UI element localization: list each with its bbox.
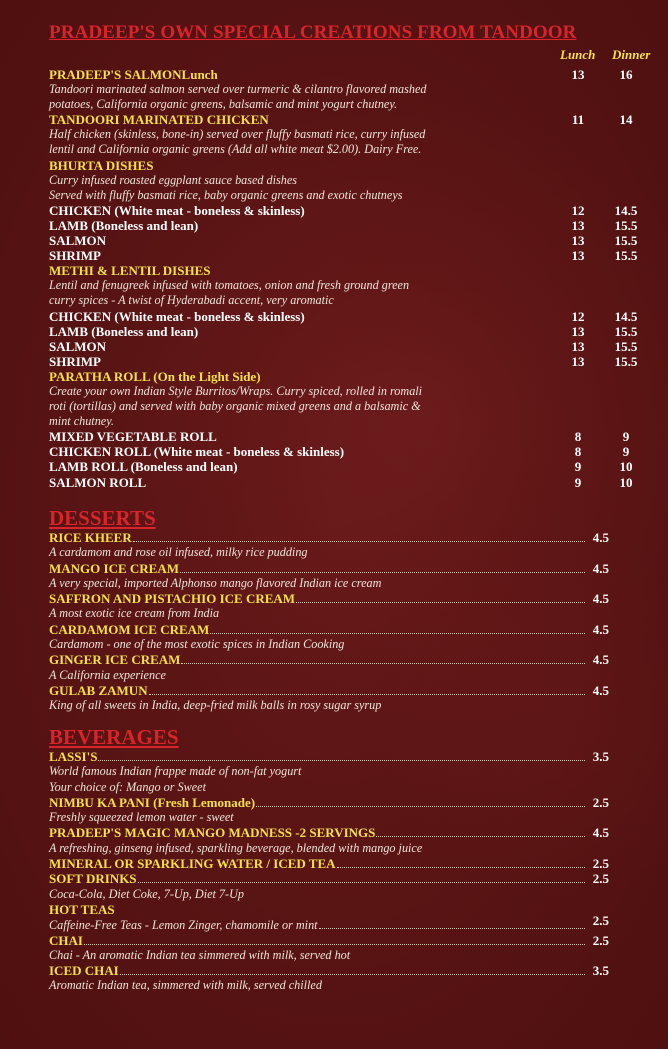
tandoor-section-title: PRADEEP'S OWN SPECIAL CREATIONS FROM TANDOOR (49, 22, 577, 43)
beverages-section-title: BEVERAGES (49, 725, 179, 749)
description-line (49, 978, 609, 993)
item-description: A refreshing, ginseng infused, sparkling beverage, blended with mango juice (49, 840, 423, 855)
item-description: Half chicken (skinless, bone-in) served over fluffy basmati rice, curry infused (49, 127, 426, 142)
item-leader-row (49, 683, 609, 698)
description-line (49, 841, 609, 856)
item-name: SALMON (49, 338, 107, 354)
dinner-price: 9 (622, 444, 630, 460)
dotted-leader (210, 622, 585, 634)
dotted-leader (120, 963, 585, 975)
item-description: curry spices - A twist of Hyderabadi accent, very aromatic (49, 293, 334, 308)
item-leader-row (49, 871, 609, 886)
description-line (49, 810, 609, 825)
item-leader-row (49, 913, 609, 933)
menu-item (49, 933, 609, 948)
item-price: 2.5 (592, 856, 609, 872)
description-line (49, 293, 609, 308)
item-name: GINGER ICE CREAM (49, 652, 181, 668)
menu-item (49, 825, 609, 840)
item-description: Your choice of: Mango or Sweet (49, 779, 206, 794)
item-description: lentil and California organic greens (Add all white meat $2.00). Dairy Free. (49, 142, 422, 157)
menu-item (49, 459, 633, 475)
lunch-price: 12 (571, 308, 585, 324)
description-line (49, 887, 609, 902)
item-name: MINERAL OR SPARKLING WATER / ICED TEA (49, 856, 336, 872)
desserts-section-title: DESSERTS (49, 506, 156, 530)
item-price: 3.5 (592, 963, 609, 979)
menu-item (49, 856, 609, 871)
dotted-leader (138, 871, 585, 883)
item-description: roti (tortillas) and served with baby organic mixed greens and a balsamic & (49, 399, 421, 414)
menu-item (49, 429, 630, 445)
dinner-price: 15.5 (614, 353, 638, 369)
dotted-leader (133, 530, 585, 542)
item-name: CARDAMOM ICE CREAM (49, 621, 210, 637)
menu-item (49, 233, 638, 249)
item-leader-row (49, 795, 609, 810)
menu-item (49, 323, 638, 339)
lunch-price: 8 (574, 444, 582, 460)
item-leader-row (49, 856, 609, 871)
dotted-leader (376, 825, 585, 837)
item-description: Lentil and fenugreek infused with tomatoes, onion and fresh ground green (49, 278, 410, 293)
item-name: SOFT DRINKS (49, 871, 137, 887)
description-line (49, 399, 609, 414)
dinner-price: 15.5 (614, 217, 638, 233)
item-description: Cardamom - one of the most exotic spices in Indian Cooking (49, 637, 345, 652)
item-description: Caffeine-Free Teas - Lemon Zinger, chamomile or mint (49, 918, 318, 933)
lunch-column-header: Lunch (560, 47, 596, 62)
description-line (49, 668, 609, 683)
description-line (49, 576, 609, 591)
item-price: 4.5 (592, 560, 609, 576)
item-name: SALMON ROLL (49, 474, 147, 490)
item-description: Aromatic Indian tea, simmered with milk, served chilled (49, 978, 322, 993)
menu-item (49, 353, 638, 369)
menu-item (49, 444, 630, 460)
item-description: mint chutney. (49, 414, 114, 429)
menu-item (49, 652, 609, 667)
menu-heading (49, 112, 633, 128)
dotted-leader (256, 795, 585, 807)
description-line (49, 545, 609, 560)
dotted-leader (337, 856, 585, 868)
item-name: CHICKEN ROLL (White meat - boneless & skinless) (49, 444, 345, 460)
item-name: LAMB ROLL (Boneless and lean) (49, 459, 238, 475)
item-name: CHICKEN (White meat - boneless & skinless) (49, 308, 305, 324)
dinner-price: 16 (619, 67, 633, 82)
beverages-menu-list (49, 749, 609, 994)
item-price: 3.5 (592, 749, 609, 764)
heading-text: METHI & LENTIL DISHES (49, 263, 211, 279)
menu-item (49, 913, 609, 933)
lunch-price: 9 (574, 459, 582, 475)
item-leader-row (49, 561, 609, 576)
dinner-price: 15.5 (614, 338, 638, 354)
description-line (49, 188, 609, 203)
item-name: SALMON (49, 233, 107, 249)
item-leader-row (49, 622, 609, 637)
description-line (49, 173, 609, 188)
item-description: King of all sweets in India, deep-fried milk balls in rosy sugar syrup (49, 698, 382, 713)
item-leader-row (49, 591, 609, 606)
dotted-leader (296, 591, 585, 603)
item-price: 4.5 (592, 621, 609, 637)
description-line (49, 764, 609, 779)
item-description: Coca-Cola, Diet Coke, 7-Up, Diet 7-Up (49, 886, 244, 901)
item-price: 4.5 (592, 652, 609, 668)
menu-heading (49, 369, 609, 384)
dinner-price: 15.5 (614, 248, 638, 264)
dinner-column-header: Dinner (612, 47, 651, 62)
dinner-price: 14.5 (614, 202, 638, 218)
item-description: Served with fluffy basmati rice, baby organic greens and exotic chutneys (49, 187, 403, 202)
item-name: LAMB (Boneless and lean) (49, 323, 199, 339)
dinner-price: 9 (622, 429, 630, 445)
heading-text: PRADEEP'S SALMONLunch (49, 67, 218, 82)
description-line (49, 97, 609, 112)
description-line (49, 637, 609, 652)
item-description: A very special, imported Alphonso mango flavored Indian ice cream (49, 575, 382, 590)
menu-item (49, 474, 633, 490)
lunch-price: 13 (571, 323, 585, 339)
description-line (49, 780, 609, 795)
menu-item (49, 683, 609, 698)
lunch-price: 9 (574, 474, 582, 490)
item-price: 2.5 (592, 794, 609, 810)
item-leader-row (49, 749, 609, 764)
menu-item (49, 749, 609, 764)
item-price: 2.5 (592, 913, 609, 929)
dotted-leader (181, 652, 585, 664)
item-name: RICE KHEER (49, 530, 132, 545)
menu-heading (49, 67, 633, 82)
menu-item (49, 902, 609, 917)
description-line (49, 698, 609, 713)
item-description: A California experience (49, 667, 166, 682)
item-name: MIXED VEGETABLE ROLL (49, 429, 217, 445)
description-line (49, 82, 609, 97)
menu-item (49, 202, 638, 218)
menu-item (49, 871, 609, 886)
heading-text: BHURTA DISHES (49, 157, 154, 173)
dinner-price: 14 (619, 112, 633, 128)
desserts-menu-list (49, 530, 609, 714)
item-leader-row (49, 933, 609, 948)
dinner-price: 10 (619, 459, 633, 475)
item-leader-row (49, 963, 609, 978)
item-name: CHAI (49, 932, 83, 948)
menu-item (49, 530, 609, 545)
description-line (49, 127, 609, 142)
item-description: Create your own Indian Style Burritos/Wraps. Curry spiced, rolled in romali (49, 383, 423, 398)
description-line (49, 384, 609, 399)
item-price: 2.5 (592, 871, 609, 887)
description-line (49, 142, 609, 157)
tandoor-menu-list (49, 67, 638, 490)
item-description: Curry infused roasted eggplant sauce based dishes (49, 172, 298, 187)
item-price: 4.5 (592, 591, 609, 607)
lunch-price: 13 (571, 233, 585, 249)
item-name: SAFFRON AND PISTACHIO ICE CREAM (49, 591, 296, 607)
item-name: MANGO ICE CREAM (49, 560, 179, 576)
item-leader-row (49, 825, 609, 840)
menu-item (49, 591, 609, 606)
dinner-price: 15.5 (614, 323, 638, 339)
item-price: 4.5 (592, 530, 609, 545)
item-name: SHRIMP (49, 353, 101, 369)
heading-text: HOT TEAS (49, 901, 115, 917)
dinner-price: 15.5 (614, 233, 638, 249)
dotted-leader (180, 561, 585, 573)
dotted-leader (84, 933, 585, 945)
menu-item (49, 561, 609, 576)
menu-item (49, 622, 609, 637)
dinner-price: 14.5 (614, 308, 638, 324)
lunch-price: 8 (574, 429, 582, 445)
lunch-price: 12 (571, 202, 585, 218)
item-leader-row (49, 652, 609, 667)
item-description: World famous Indian frappe made of non-fat yogurt (49, 764, 302, 779)
menu-heading (49, 263, 609, 278)
item-name: NIMBU KA PANI (Fresh Lemonade) (49, 794, 256, 810)
item-description: A cardamom and rose oil infused, milky rice pudding (49, 545, 308, 560)
description-line (49, 414, 609, 429)
dinner-price: 10 (619, 474, 633, 490)
dotted-leader (149, 683, 585, 695)
item-description: potatoes, California organic greens, balsamic and mint yogurt chutney. (49, 97, 398, 112)
lunch-price: 13 (571, 338, 585, 354)
item-name: PRADEEP'S MAGIC MANGO MADNESS -2 SERVINGS (49, 825, 376, 841)
menu-item (49, 308, 638, 324)
item-price: 2.5 (592, 932, 609, 948)
menu-item (49, 248, 638, 264)
item-name: GULAB ZAMUN (49, 682, 148, 698)
lunch-price: 13 (571, 67, 585, 82)
lunch-price: 13 (571, 248, 585, 264)
description-line (49, 606, 609, 621)
item-description: A most exotic ice cream from India (49, 606, 220, 621)
lunch-price: 11 (571, 112, 585, 128)
item-name: LASSI'S (49, 749, 98, 764)
dotted-leader (319, 917, 585, 929)
item-price: 4.5 (592, 682, 609, 698)
menu-item (49, 217, 638, 233)
dotted-leader (98, 749, 585, 761)
item-description: Freshly squeezed lemon water - sweet (49, 810, 234, 825)
item-name: SHRIMP (49, 248, 101, 264)
item-name: ICED CHAI (49, 963, 119, 979)
item-price: 4.5 (592, 825, 609, 841)
menu-item (49, 338, 638, 354)
item-description: Tandoori marinated salmon served over turmeric & cilantro flavored mashed (49, 82, 427, 97)
description-line (49, 278, 609, 293)
heading-text: TANDOORI MARINATED CHICKEN (49, 112, 269, 128)
lunch-price: 13 (571, 353, 585, 369)
item-name: LAMB (Boneless and lean) (49, 217, 199, 233)
description-line (49, 948, 609, 963)
item-leader-row (49, 530, 609, 545)
menu-heading (49, 158, 609, 173)
menu-item (49, 795, 609, 810)
heading-text: PARATHA ROLL (On the Light Side) (49, 368, 261, 384)
lunch-price: 13 (571, 217, 585, 233)
item-description: Chai - An aromatic Indian tea simmered with milk, served hot (49, 947, 351, 962)
item-name: CHICKEN (White meat - boneless & skinless) (49, 202, 305, 218)
menu-item (49, 963, 609, 978)
